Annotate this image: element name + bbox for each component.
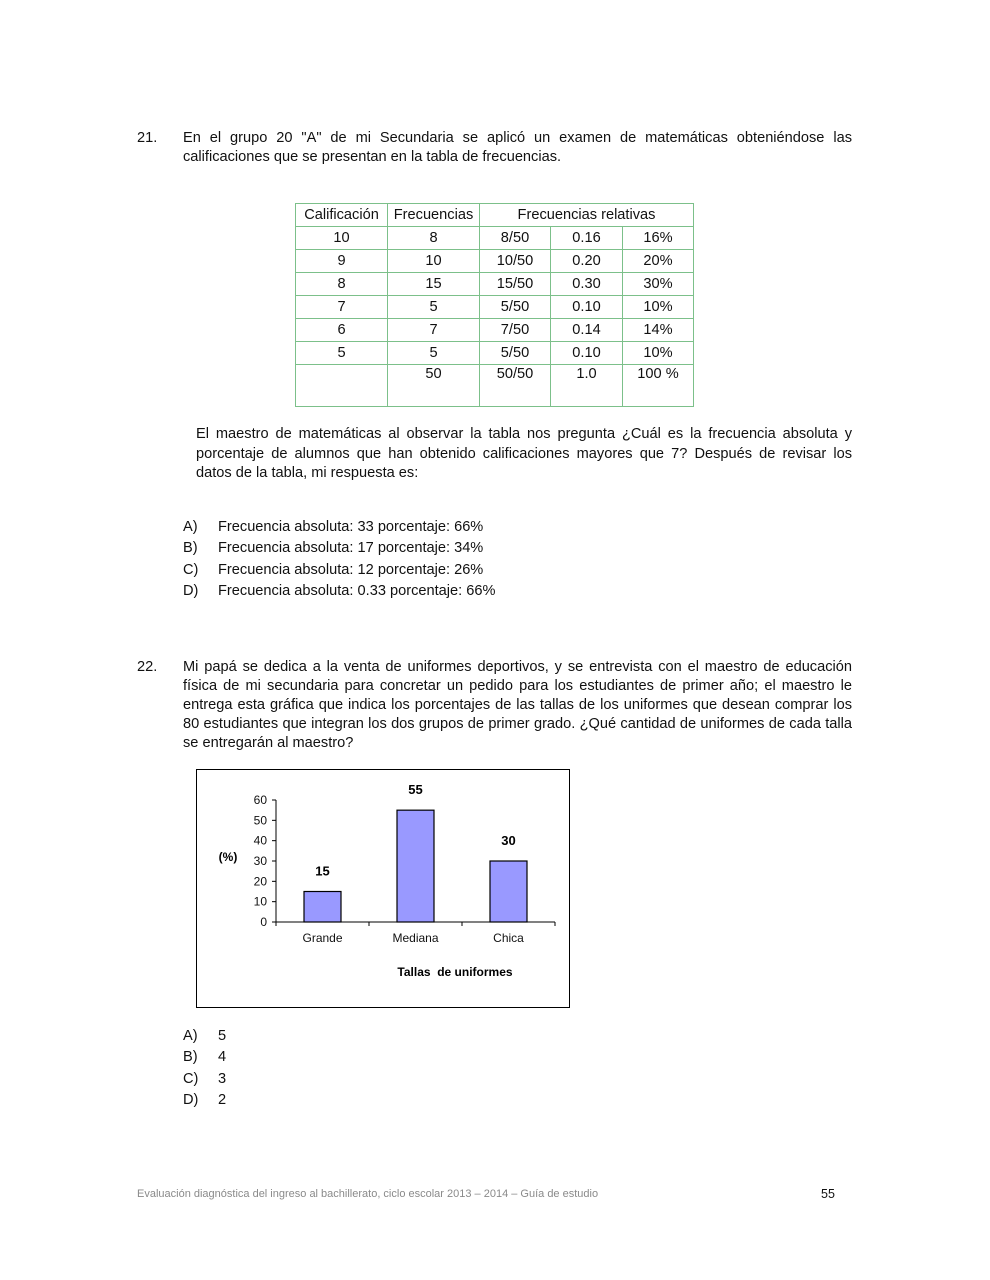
table-cell: 7/50 [480,319,551,342]
option-text: Frecuencia absoluta: 12 porcentaje: 26% [218,561,484,578]
table-cell [296,365,388,407]
answer-option[interactable] [183,538,495,559]
table-cell: 0.10 [551,296,623,319]
table-cell: 0.14 [551,319,623,342]
table-cell: 16% [623,227,694,250]
table-cell: 15/50 [480,273,551,296]
table-cell: 5/50 [480,342,551,365]
table-cell: 10/50 [480,250,551,273]
option-text: 5 [218,1028,227,1044]
table-cell: 100 % [623,365,694,407]
option-letter: C) [183,1070,199,1087]
question-21 [137,129,852,167]
bar-chica [490,861,527,922]
table-cell: 5 [388,342,480,365]
table-cell: 7 [296,296,388,319]
option-text: 3 [218,1070,227,1087]
table-header: Frecuencias [388,204,480,227]
table-row [296,273,694,296]
answer-option[interactable] [183,1090,226,1111]
table-total-row [296,365,694,407]
y-tick-label: 10 [253,894,267,909]
table-cell: 1.0 [551,365,623,407]
y-tick-label: 0 [260,915,267,929]
answer-option[interactable] [183,517,495,538]
table-cell: 5 [388,296,480,319]
footer-text: Evaluación diagnóstica del ingreso al bachillerato, ciclo escolar 2013 – 2014 – Guía de estudio [137,1188,599,1200]
answer-option[interactable] [183,1047,226,1068]
option-text: 2 [218,1091,227,1108]
table-cell: 10% [623,342,694,365]
answer-option[interactable] [183,581,495,602]
table-header: Calificación [296,204,388,227]
question-text: Mi papá se dedica a la venta de uniformes deportivos, y se entrevista con el maestro de educación física de mi secundaria para concretar un pedido para los estudiantes de primer año; el maestro le entrega esta gráfica que indica los porcentajes de las tallas de los uniformes que desean comprar los 80 estudiantes que integran los dos grupos de primer grado. ¿Qué cantidad de uniformes de cada talla se entregarán al maestro? [183,659,852,751]
table-header-row [296,204,694,227]
question-22 [137,658,852,753]
option-letter: D) [183,582,199,599]
table-cell: 30% [623,273,694,296]
table-cell: 0.16 [551,227,623,250]
chart-svg [197,770,571,1009]
table-cell: 10 [388,250,480,273]
question-21-options [183,517,495,602]
y-tick-label: 60 [253,793,267,807]
table-cell: 14% [623,319,694,342]
option-text: Frecuencia absoluta: 33 porcentaje: 66% [218,519,484,535]
bar-chart [196,769,570,1008]
table-cell: 8/50 [480,227,551,250]
y-tick-label: 20 [253,874,267,889]
option-letter: B) [183,1049,198,1066]
table-row [296,319,694,342]
option-letter: A) [183,519,198,535]
bar-data-label: 55 [408,782,423,798]
option-text: Frecuencia absoluta: 17 porcentaje: 34% [218,540,484,557]
table-cell: 0.30 [551,273,623,296]
table-row [296,342,694,365]
table-row [296,296,694,319]
answer-option[interactable] [183,1026,226,1047]
table-header: Frecuencias relativas [480,204,694,227]
option-text: Frecuencia absoluta: 0.33 porcentaje: 66% [218,582,496,599]
table-cell: 10 [296,227,388,250]
bar-data-label: 30 [501,833,516,848]
table-row [296,227,694,250]
y-tick-label: 40 [253,833,267,848]
answer-option[interactable] [183,1069,226,1090]
x-tick-label: Grande [302,931,343,945]
table-cell: 15 [388,273,480,296]
option-letter: B) [183,540,198,557]
y-tick-label: 30 [253,854,267,868]
option-letter: A) [183,1028,198,1044]
frequency-table [295,203,694,407]
table-cell: 10% [623,296,694,319]
table-cell: 8 [388,227,480,250]
table-cell: 5 [296,342,388,365]
y-tick-label: 50 [253,813,267,828]
table-cell: 0.20 [551,250,623,273]
x-axis-label: Tallas de uniformes [397,965,513,979]
table-cell: 0.10 [551,342,623,365]
question-text: En el grupo 20 "A" de mi Secundaria se aplicó un examen de matemáticas obteniéndose las calificaciones que se presentan en la tabla de frecuencias. [183,130,852,165]
table-cell: 8 [296,273,388,296]
table-cell: 7 [388,319,480,342]
x-tick-label: Mediana [392,931,439,945]
table-row [296,250,694,273]
option-letter: D) [183,1091,199,1108]
answer-option[interactable] [183,560,495,581]
bar-data-label: 15 [315,863,330,879]
table-cell: 50 [388,365,480,407]
table-cell: 6 [296,319,388,342]
table-cell: 5/50 [480,296,551,319]
table-cell: 9 [296,250,388,273]
page-number: 55 [821,1187,835,1201]
option-text: 4 [218,1049,227,1066]
y-axis-label: (%) [218,850,238,864]
question-number: 22. [137,659,158,675]
x-tick-label: Chica [493,931,524,945]
question-22-options [183,1026,226,1111]
bar-grande [304,892,341,923]
question-21-prompt: El maestro de matemáticas al observar la tabla nos pregunta ¿Cuál es la frecuencia absoluta y porcentaje de alumnos que han obtenido calificaciones mayores que 7? Después de revisar los datos de la tabla, mi respuesta es: [196,426,852,481]
option-letter: C) [183,561,199,578]
bar-mediana [397,810,434,922]
question-number: 21. [137,130,158,146]
table-cell: 50/50 [480,365,551,407]
table-cell: 20% [623,250,694,273]
